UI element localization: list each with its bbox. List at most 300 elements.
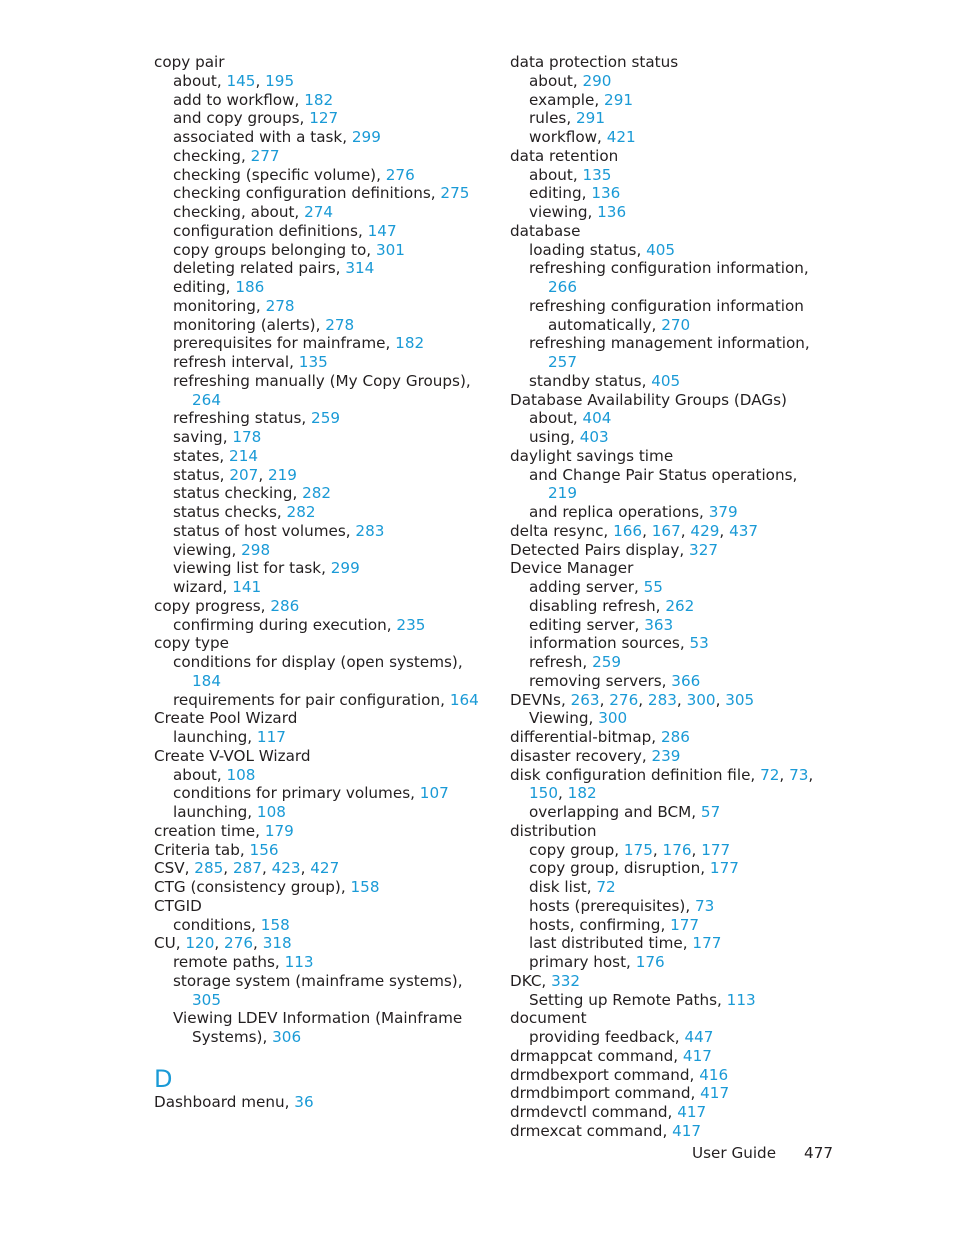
page-link[interactable]: 298 [241,540,271,559]
page-link[interactable]: 429 [690,521,720,540]
index-entry: delta resync, 166, 167, 429, 437 [510,521,759,540]
index-term: checking, about, [173,203,305,221]
page-link[interactable]: 276 [224,934,254,953]
index-subentry [510,428,830,447]
index-term: viewing list for task, [173,559,331,578]
page-link[interactable]: 72 [760,765,780,784]
page-link[interactable]: 299 [351,128,381,146]
page-link[interactable]: 291 [604,90,634,109]
page-link[interactable]: 417 [682,1046,712,1065]
page-link[interactable]: 306 [272,1028,302,1046]
index-term: refreshing configuration information automatically, [529,296,804,334]
page-link[interactable]: 239 [651,746,681,765]
index-column-left [154,53,494,1112]
index-term: refreshing configuration information, [529,259,809,278]
index-subentry [154,559,494,578]
page-link[interactable]: 145 [226,71,256,90]
index-entry [510,222,830,241]
index-subentry [510,72,830,91]
index-term: refreshing manually (My Copy Groups), [173,371,471,390]
index-term: Viewing LDEV Information (Mainframe Systems), [173,1009,463,1046]
page-link[interactable]: 166 [613,521,643,540]
page-link[interactable]: 404 [582,409,612,428]
index-term: drmdbexport command, [510,1065,700,1084]
index-term: status checking, [173,484,303,503]
index-entry: disk configuration definition file, 72, 73, 150, 182 [510,765,814,803]
page-link[interactable]: 327 [689,540,719,559]
page-link[interactable]: 219 [267,465,297,484]
index-term: states, [173,446,230,465]
index-term: launching, [173,803,257,821]
page-link[interactable]: 282 [286,503,316,521]
page-link[interactable]: 287 [232,859,262,878]
page-link[interactable]: 366 [671,671,701,690]
page-link[interactable]: 278 [325,315,355,334]
index-subentry [154,728,494,747]
index-term: Create V-VOL Wizard [154,746,311,765]
index-entry [510,972,830,991]
page-link[interactable]: 264 [192,390,221,409]
index-term: drmappcat command, [510,1046,683,1065]
index-subentry [154,1009,494,1047]
index-subentry [510,916,830,935]
index-term: removing servers, [529,671,672,690]
page-link[interactable]: 417 [677,1103,707,1121]
index-subentry: about, 145, 195 [173,71,295,90]
index-term: distribution [510,821,597,840]
index-subentry [510,466,830,504]
page-link[interactable]: 278 [265,296,295,315]
page-link[interactable]: 437 [729,521,759,540]
index-term: and replica operations, [529,503,709,521]
index-subentry [510,878,830,897]
page-link[interactable]: 182 [395,334,425,353]
index-entry [510,728,830,747]
index-term: refresh interval, [173,353,299,371]
page-link[interactable]: 127 [309,109,339,128]
page-link[interactable]: 179 [264,821,294,840]
page-link[interactable]: 276 [385,165,415,184]
index-subentry [510,334,830,372]
index-term: drmdevctl command, [510,1103,678,1121]
page-link[interactable]: 332 [551,971,581,990]
index-term: disk configuration definition file, [510,765,761,784]
page-link[interactable]: 176 [662,840,692,859]
page-link[interactable]: 57 [700,803,721,821]
index-subentry [154,109,494,128]
index-term: about, [529,165,583,184]
index-term: rules, [529,109,577,128]
index-entry [510,1066,830,1085]
index-term: associated with a task, [173,128,352,146]
index-entry [510,541,830,560]
index-term: standby status, [529,371,652,390]
index-term: Criteria tab, [154,840,250,859]
page-link[interactable]: 214 [229,446,259,465]
page-link[interactable]: 417 [672,1121,702,1140]
page-link[interactable]: 363 [644,615,674,634]
index-term: about, [529,71,583,90]
index-subentry [154,278,494,297]
page-link[interactable]: 318 [262,934,292,953]
index-subentry [154,803,494,822]
index-term: overlapping and BCM, [529,803,701,821]
index-term: hosts, confirming, [529,915,671,934]
page-link[interactable]: 141 [232,578,262,596]
page-link[interactable]: 416 [699,1065,729,1084]
page-link[interactable]: 259 [592,653,622,671]
index-entry: CSV, 285, 287, 423, 427 [154,859,340,878]
index-subentry [154,372,494,410]
index-term: requirements for pair configuration, [173,690,450,709]
index-term: monitoring, [173,296,266,315]
index-term: launching, [173,728,257,746]
index-subentry [154,241,494,260]
page-link[interactable]: 305 [192,990,221,1009]
index-subentry [510,859,830,878]
index-term: last distributed time, [529,934,693,953]
page-link[interactable]: 301 [375,240,405,259]
index-subentry [510,109,830,128]
page-link[interactable]: 36 [294,1092,314,1111]
index-term: conditions for display (open systems), [173,653,463,671]
index-entry [510,147,830,166]
index-term: Setting up Remote Paths, [529,990,727,1009]
index-term: CTGID [154,896,202,915]
index-term: copy groups belonging to, [173,240,376,259]
page-link[interactable]: 263 [570,690,600,709]
index-term: delta resync, [510,521,614,540]
index-term: wizard, [173,578,233,596]
index-term: copy group, [529,840,624,859]
page-link[interactable]: 235 [396,615,426,634]
index-term: drmdbimport command, [510,1084,701,1103]
page-link[interactable]: 195 [265,71,295,90]
index-entry [154,709,494,728]
page-link[interactable]: 186 [235,278,265,296]
index-entry [154,634,494,653]
page-link[interactable]: 266 [548,278,577,296]
page-link[interactable]: 184 [192,671,221,690]
page-link[interactable]: 262 [665,596,695,615]
index-subentry [154,691,494,710]
page-link[interactable]: 421 [606,128,636,146]
index-entry [510,391,830,410]
page-link[interactable]: 177 [670,915,700,934]
index-term: drmexcat command, [510,1121,673,1140]
index-subentry [510,128,830,147]
index-term: CTG (consistency group), [154,878,351,896]
index-term: copy group, disruption, [529,859,710,878]
index-subentry [154,334,494,353]
index-term: viewing, [529,203,598,221]
index-term: refresh, [529,653,593,671]
index-entry [154,597,494,616]
index-subentry [154,953,494,972]
index-term: checking (specific volume), [173,165,386,184]
page-link[interactable]: 72 [596,878,616,896]
index-subentry [154,316,494,335]
page-link[interactable]: 156 [249,840,279,859]
index-term: add to workflow, [173,90,305,109]
page-link[interactable]: 219 [548,484,577,503]
index-entry [154,822,494,841]
page-link[interactable]: 283 [647,690,677,709]
index-entry [510,1009,830,1028]
index-term: DEVNs, [510,690,571,709]
index-term: checking, [173,146,251,165]
page-link[interactable]: 108 [226,765,256,784]
index-term: configuration definitions, [173,221,368,240]
index-term: DKC, [510,971,552,990]
index-subentry [510,503,830,522]
index-subentry [154,353,494,372]
index-term: example, [529,90,605,109]
index-term: copy progress, [154,596,271,615]
index-subentry [154,447,494,466]
page-link[interactable]: 427 [310,859,340,878]
page-link[interactable]: 282 [302,484,332,503]
index-subentry [510,953,830,972]
index-subentry [154,522,494,541]
index-entry: DEVNs, 263, 276, 283, 300, 305 [510,690,755,709]
page-link[interactable]: 207 [229,465,259,484]
page-link[interactable]: 182 [304,90,334,109]
index-term: disk list, [529,878,597,896]
index-column-right [510,53,830,1141]
index-term: conditions, [173,915,261,934]
index-entry [154,747,494,766]
index-term: information sources, [529,634,690,653]
index-entry: CU, 120, 276, 318 [154,934,292,953]
index-subentry [154,503,494,522]
index-term: refreshing status, [173,409,312,428]
index-subentry [154,259,494,278]
index-term: Device Manager [510,559,634,578]
index-term: about, [173,71,227,90]
page-link[interactable]: 277 [250,146,280,165]
page-link[interactable]: 164 [449,690,479,709]
index-entries-c [154,53,494,1047]
index-term: status of host volumes, [173,521,356,540]
index-entries-right [510,53,830,1141]
page-link[interactable]: 136 [597,203,627,221]
index-entry [510,1084,830,1103]
index-term: Dashboard menu, [154,1092,295,1111]
index-entry [154,897,494,916]
index-subentry [510,372,830,391]
page-link[interactable]: 291 [576,109,606,128]
page-link[interactable]: 290 [582,71,612,90]
index-entry [510,559,830,578]
page-link[interactable]: 275 [440,184,470,203]
page-link[interactable]: 314 [345,259,375,278]
index-subentry [510,203,830,222]
page-link[interactable]: 276 [609,690,639,709]
index-subentry [510,709,830,728]
index-term: monitoring (alerts), [173,315,326,334]
page-link[interactable]: 147 [367,221,397,240]
index-subentry [510,991,830,1010]
page-link[interactable]: 73 [789,765,809,784]
index-term: adding server, [529,578,644,596]
page-link[interactable]: 405 [646,240,676,259]
index-subentry [154,409,494,428]
page-link[interactable]: 117 [256,728,286,746]
index-entry [510,822,830,841]
index-entry [510,447,830,466]
section-letter-d: D [154,1064,173,1093]
page-link[interactable]: 305 [725,690,755,709]
index-subentry [154,297,494,316]
index-subentry: copy group, 175, 176, 177 [529,840,731,859]
page-link[interactable]: 113 [726,990,756,1009]
index-subentry [510,616,830,635]
index-term: copy type [154,634,230,653]
index-term: Detected Pairs display, [510,540,690,559]
index-subentry [154,222,494,241]
index-term: editing, [173,278,236,296]
index-term: and copy groups, [173,109,310,128]
index-term: editing, [529,184,592,203]
page-link[interactable]: 136 [591,184,621,203]
page-link[interactable]: 299 [330,559,360,578]
page-link[interactable]: 447 [684,1028,714,1046]
page-link[interactable]: 274 [304,203,334,221]
index-subentry [510,578,830,597]
index-subentry [510,597,830,616]
index-term: CSV, [154,859,195,878]
index-subentry [510,934,830,953]
index-term: loading status, [529,240,647,259]
index-subentry [154,128,494,147]
page-link[interactable]: 178 [232,428,262,446]
index-subentry [154,184,494,203]
page-link[interactable]: 158 [350,878,380,896]
index-term: database [510,221,581,240]
page-footer [692,1143,833,1163]
page-link[interactable]: 177 [692,934,722,953]
page-link[interactable]: 257 [548,353,577,371]
index-term: primary host, [529,953,636,971]
page-link[interactable]: 300 [598,709,628,728]
index-term: confirming during execution, [173,615,397,634]
index-subentry [154,653,494,691]
index-term: disabling refresh, [529,596,666,615]
page-link[interactable]: 300 [686,690,716,709]
index-subentry: status, 207, 219 [173,465,297,484]
page-link[interactable]: 177 [701,840,731,859]
index-term: status checks, [173,503,287,521]
page-link[interactable]: 158 [260,915,290,934]
index-subentry [510,91,830,110]
index-term: daylight savings time [510,446,674,465]
page-number: 477 [804,1144,834,1162]
index-term: document [510,1009,587,1028]
index-entry [510,1122,830,1141]
index-subentry [510,184,830,203]
index-subentry [510,653,830,672]
index-subentry [154,484,494,503]
index-entry [510,1047,830,1066]
page-link[interactable]: 270 [661,315,691,334]
page-link[interactable]: 286 [660,728,690,746]
index-subentry [154,578,494,597]
page-link[interactable]: 120 [185,934,215,953]
index-subentry [154,541,494,560]
index-term: about, [529,409,583,428]
page-link[interactable]: 167 [651,521,681,540]
index-subentry [154,147,494,166]
index-term: Viewing, [529,709,599,728]
index-subentry [510,897,830,916]
page-link[interactable]: 107 [419,784,449,803]
index-entry [154,841,494,860]
index-term: differential-bitmap, [510,728,661,746]
page-link[interactable]: 175 [623,840,653,859]
page-link[interactable]: 113 [284,953,314,971]
index-subentry [154,616,494,635]
index-subentry [154,916,494,935]
index-term: data retention [510,146,619,165]
footer-label: User Guide [692,1144,777,1162]
index-entry [154,53,494,72]
index-subentry [510,297,830,335]
index-term: hosts (prerequisites), [529,896,696,915]
page-link[interactable]: 176 [635,953,665,971]
index-term: checking configuration definitions, [173,184,441,203]
index-subentry [510,1028,830,1047]
page-link[interactable]: 150 [529,784,558,803]
index-entry [154,1093,494,1112]
index-entry [510,53,830,72]
index-term: deleting related pairs, [173,259,346,278]
index-term: status, [173,465,230,484]
page-link[interactable]: 135 [298,353,328,371]
index-term: and Change Pair Status operations, [529,465,798,484]
index-subentry [154,203,494,222]
index-term: viewing, [173,540,242,559]
page-link[interactable]: 403 [579,428,609,446]
index-entry [510,1103,830,1122]
page-link[interactable]: 135 [582,165,612,184]
index-subentry [154,784,494,803]
page-link[interactable]: 417 [700,1084,730,1103]
page-link[interactable]: 405 [651,371,681,390]
page-link[interactable]: 73 [695,896,715,915]
page-link[interactable]: 285 [194,859,224,878]
page-link[interactable]: 55 [643,578,663,596]
page-link[interactable]: 283 [355,521,385,540]
page-link[interactable]: 182 [567,784,597,803]
index-term: Create Pool Wizard [154,709,298,728]
page-link[interactable]: 177 [709,859,739,878]
page-link[interactable]: 379 [708,503,738,521]
index-subentry [154,428,494,447]
index-term: CU, [154,934,186,953]
index-term: using, [529,428,580,446]
index-term: creation time, [154,821,265,840]
index-subentry [510,634,830,653]
index-subentry [510,259,830,297]
index-term: storage system (mainframe systems), [173,971,463,990]
page-link[interactable]: 108 [256,803,286,821]
page-link[interactable]: 53 [689,634,709,653]
page-link[interactable]: 259 [311,409,341,428]
page-link[interactable]: 423 [271,859,301,878]
page-link[interactable]: 286 [270,596,300,615]
index-term: refreshing management information, [529,334,810,353]
